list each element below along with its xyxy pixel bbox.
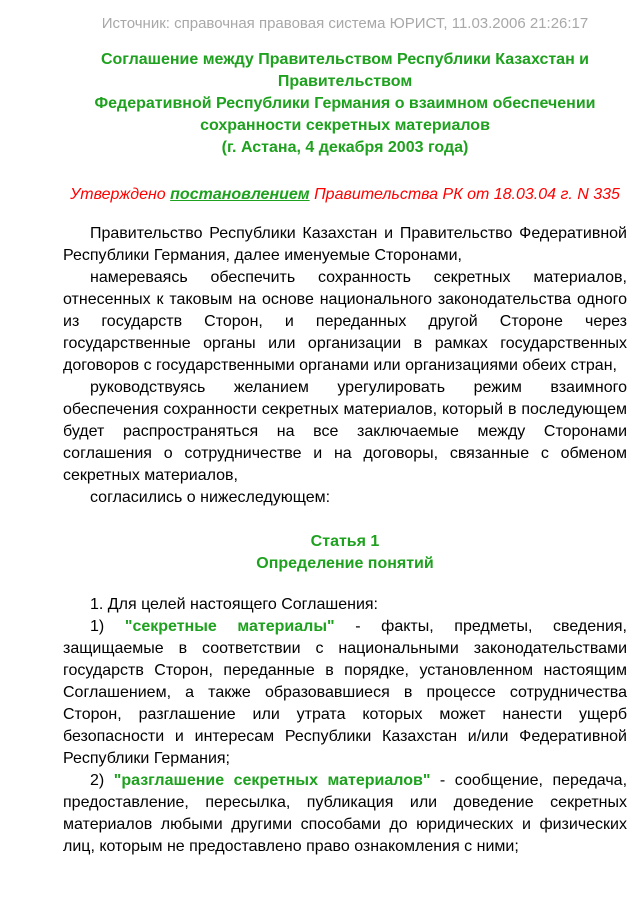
- paragraph: [63, 223, 627, 267]
- paragraph: [63, 267, 627, 377]
- term-highlight: "секретные материалы": [124, 618, 335, 635]
- title-line: Правительством: [277, 73, 413, 90]
- paragraph-text: 1): [90, 618, 125, 635]
- title-line: сохранности секретных материалов: [200, 117, 490, 134]
- article-heading-line: Статья 1: [310, 533, 380, 550]
- paragraph-text: 1. Для целей настоящего Соглашения:: [90, 596, 378, 613]
- paragraph-text: 2): [90, 772, 114, 789]
- title-line: (г. Астана, 4 декабря 2003 года): [221, 139, 469, 156]
- article-heading: [63, 531, 627, 575]
- paragraph-text: намереваясь обеспечить сохранность секретных материалов, отнесенных к таковым на основе национального законодательства одного из государств Сторон, и переданных другой Стороне через государственные органы или организации в рамках государственных договоров с государственными органами или организациями обеих стран,: [63, 269, 627, 374]
- source-line: Источник: справочная правовая система ЮРИСТ, 11.03.2006 21:26:17: [101, 15, 589, 32]
- paragraph-text: руководствуясь желанием урегулировать режим взаимного обеспечения сохранности секретных материалов, который в последующем будет распространяться на все заключаемые между Сторонами соглашения о сотрудничестве и на договоры, связанные с обменом секретных материалов,: [63, 379, 627, 484]
- paragraph-text: - факты, предметы, сведения, защищаемые в соответствии с национальными законодательствами государств Сторон, переданные в порядке, установленном настоящим Соглашением, а также образовавшиеся в процессе сотрудничества Сторон, разглашение или утрата которых может нанести ущерб безопасности и интересам Республики Казахстан и/или Федеративной Республики Германия;: [63, 618, 627, 767]
- paragraph: [63, 594, 627, 616]
- approval-line: [63, 184, 627, 206]
- paragraph-text: - сообщение, передача, предоставление, пересылка, публикация или доведение секретных материалов любыми другими способами до юридических и физических лиц, которым не предоставлено право ознакомления с ними;: [63, 772, 628, 855]
- document-body: [63, 223, 627, 858]
- term-highlight: "разглашение секретных материалов": [113, 772, 431, 789]
- resolution-link[interactable]: постановлением: [170, 186, 310, 203]
- title-line: Соглашение между Правительством Республики Казахстан и: [100, 51, 590, 68]
- paragraph: [63, 487, 627, 509]
- paragraph-text: согласились о нижеследующем:: [90, 489, 331, 506]
- article-heading-line: Определение понятий: [256, 555, 434, 572]
- approval-prefix: Утверждено: [70, 186, 171, 203]
- paragraph-text: Правительство Республики Казахстан и Правительство Федеративной Республики Германия, далее именуемые Сторонами,: [63, 225, 627, 264]
- approval-suffix: Правительства РК от 18.03.04 г. N 335: [309, 186, 620, 203]
- document-title: [63, 49, 627, 159]
- title-line: Федеративной Республики Германия о взаимном обеспечении: [94, 95, 596, 112]
- paragraph: [63, 377, 627, 487]
- paragraph: [63, 616, 627, 770]
- paragraph: [63, 770, 627, 858]
